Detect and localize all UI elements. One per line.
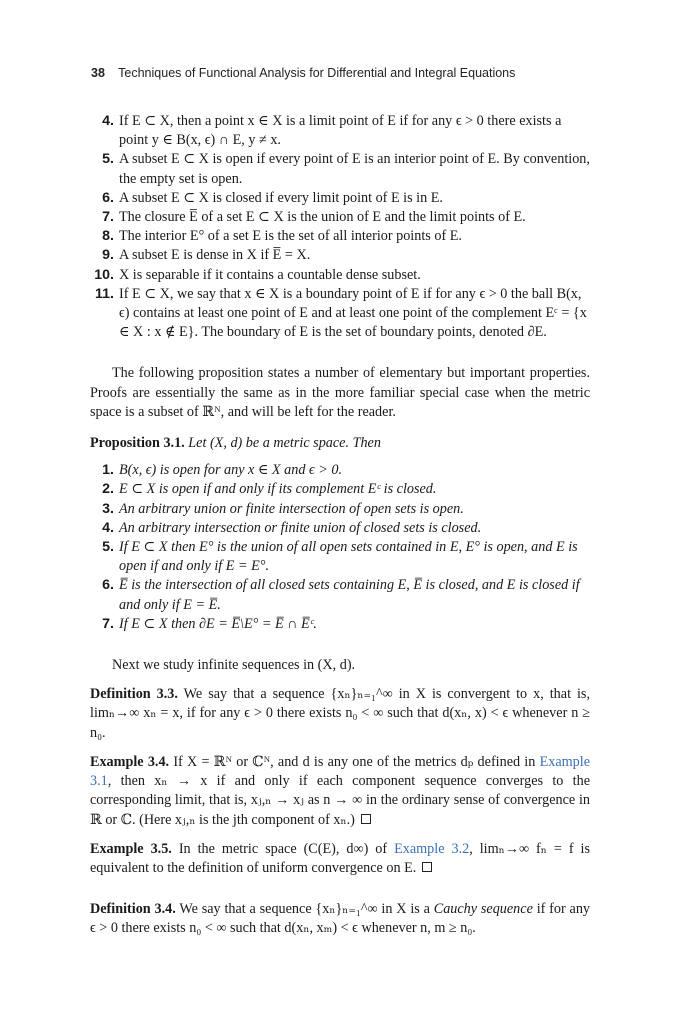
running-title: Techniques of Functional Analysis for Differential and Integral Equations bbox=[118, 66, 516, 80]
qed-icon bbox=[422, 862, 432, 872]
list-item: 5. If E ⊂ X then E° is the union of all open sets contained in E, E° is open, and E is open if and only if E = E°. bbox=[102, 539, 578, 575]
definition-label: Definition 3.3. bbox=[90, 686, 178, 703]
list-item: 6. A subset E ⊂ X is closed if every limit point of E is in E. bbox=[102, 189, 443, 206]
running-header bbox=[91, 66, 611, 80]
proposition-list bbox=[90, 461, 590, 634]
page-number: 38 bbox=[91, 66, 105, 80]
list-item: 2. E ⊂ X is open if and only if its complement Eᶜ is closed. bbox=[102, 481, 437, 498]
list-item: 9. A subset E is dense in X if E̅ = X. bbox=[102, 247, 311, 264]
list-item: 8. The interior E° of a set E is the set of all interior points of E. bbox=[102, 228, 462, 245]
proposition-statement: Let (X, d) be a metric space. Then bbox=[188, 435, 381, 452]
proposition-heading bbox=[90, 434, 590, 453]
proposition-label: Proposition 3.1. bbox=[90, 435, 185, 452]
definition-label: Definition 3.4. bbox=[90, 901, 176, 918]
list-item: 7. The closure E̅ of a set E ⊂ X is the union of E and the limit points of E. bbox=[102, 209, 526, 226]
example-label: Example 3.5. bbox=[90, 840, 172, 857]
list-item: 5. A subset E ⊂ X is open if every point of E is an interior point of E. By convention, the empty set is open. bbox=[102, 151, 590, 187]
list-item: 11. If E ⊂ X, we say that x ∈ X is a boundary point of E if for any ϵ > 0 the ball B(x, ϵ) contains at least one point of E and at least one point of the complement Eᶜ = {x ∈ X : x ∉ E}. The boundary of E is the set of boundary points, denoted ∂E. bbox=[95, 285, 587, 341]
example-3-2-link[interactable]: Example 3.2 bbox=[394, 840, 470, 857]
list-item: 7. If E ⊂ X then ∂E = E̅\E° = E̅ ∩ E̅ᶜ. bbox=[102, 615, 317, 632]
example-label: Example 3.4. bbox=[90, 753, 170, 770]
list-item: 3. An arbitrary union or finite intersection of open sets is open. bbox=[102, 500, 464, 517]
page-body bbox=[90, 112, 590, 939]
definition-3-3: Definition 3.3. We say that a sequence {xₙ}ₙ₌₁^∞ in X is convergent to x, that is, limₙ→∞ xₙ = x, if for any ϵ > 0 there exists n₀ < ∞ such that d(xₙ, x) < ϵ whenever n ≥ n₀. bbox=[90, 686, 590, 741]
qed-icon bbox=[361, 814, 371, 824]
definition-3-4: Definition 3.4. We say that a sequence {xₙ}ₙ₌₁^∞ in X is a Cauchy sequence if for any ϵ > 0 there exists n₀ < ∞ such that d(xₙ, xₘ) < ϵ whenever n, m ≥ n₀. bbox=[90, 901, 591, 937]
intro-paragraph: The following proposition states a number of elementary but important properties. Proofs are essentially the same as in the more familiar special case when the metric space is a subset of ℝᴺ, and will be left for the reader. bbox=[90, 365, 590, 420]
example-3-5: Example 3.5. In the metric space (C(E), d∞) of Example 3.2, limₙ→∞ fₙ = f is equivalent to the definition of uniform convergence on E. bbox=[90, 840, 590, 876]
list-item: 4. An arbitrary intersection or finite union of closed sets is closed. bbox=[102, 519, 482, 536]
definition-list bbox=[90, 112, 590, 342]
example-3-4: Example 3.4. If X = ℝᴺ or ℂᴺ, and d is any one of the metrics dₚ defined in Example 3.1, then xₙ → x if and only if each component sequence converges to the corresponding limit, that is, xⱼ,ₙ → xⱼ as n → ∞ in the ordinary sense of convergence in ℝ or ℂ. (Here xⱼ,ₙ is the jth component of xₙ.) bbox=[90, 753, 591, 828]
list-item: 4. If E ⊂ X, then a point x ∈ X is a limit point of E if for any ϵ > 0 there exists a point y ∈ B(x, ϵ) ∩ E, y ≠ x. bbox=[102, 113, 562, 149]
list-item: 10. X is separable if it contains a countable dense subset. bbox=[94, 266, 421, 283]
sequences-intro: Next we study infinite sequences in (X, d). bbox=[112, 657, 356, 674]
list-item: 6. E̅ is the intersection of all closed sets containing E, E̅ is closed, and E is closed if and only if E = E̅. bbox=[102, 577, 580, 613]
example-3-1-link[interactable]: Example 3.1 bbox=[90, 753, 591, 790]
cauchy-term: Cauchy sequence bbox=[433, 901, 533, 918]
list-item: 1. B(x, ϵ) is open for any x ∈ X and ϵ > 0. bbox=[102, 462, 342, 479]
